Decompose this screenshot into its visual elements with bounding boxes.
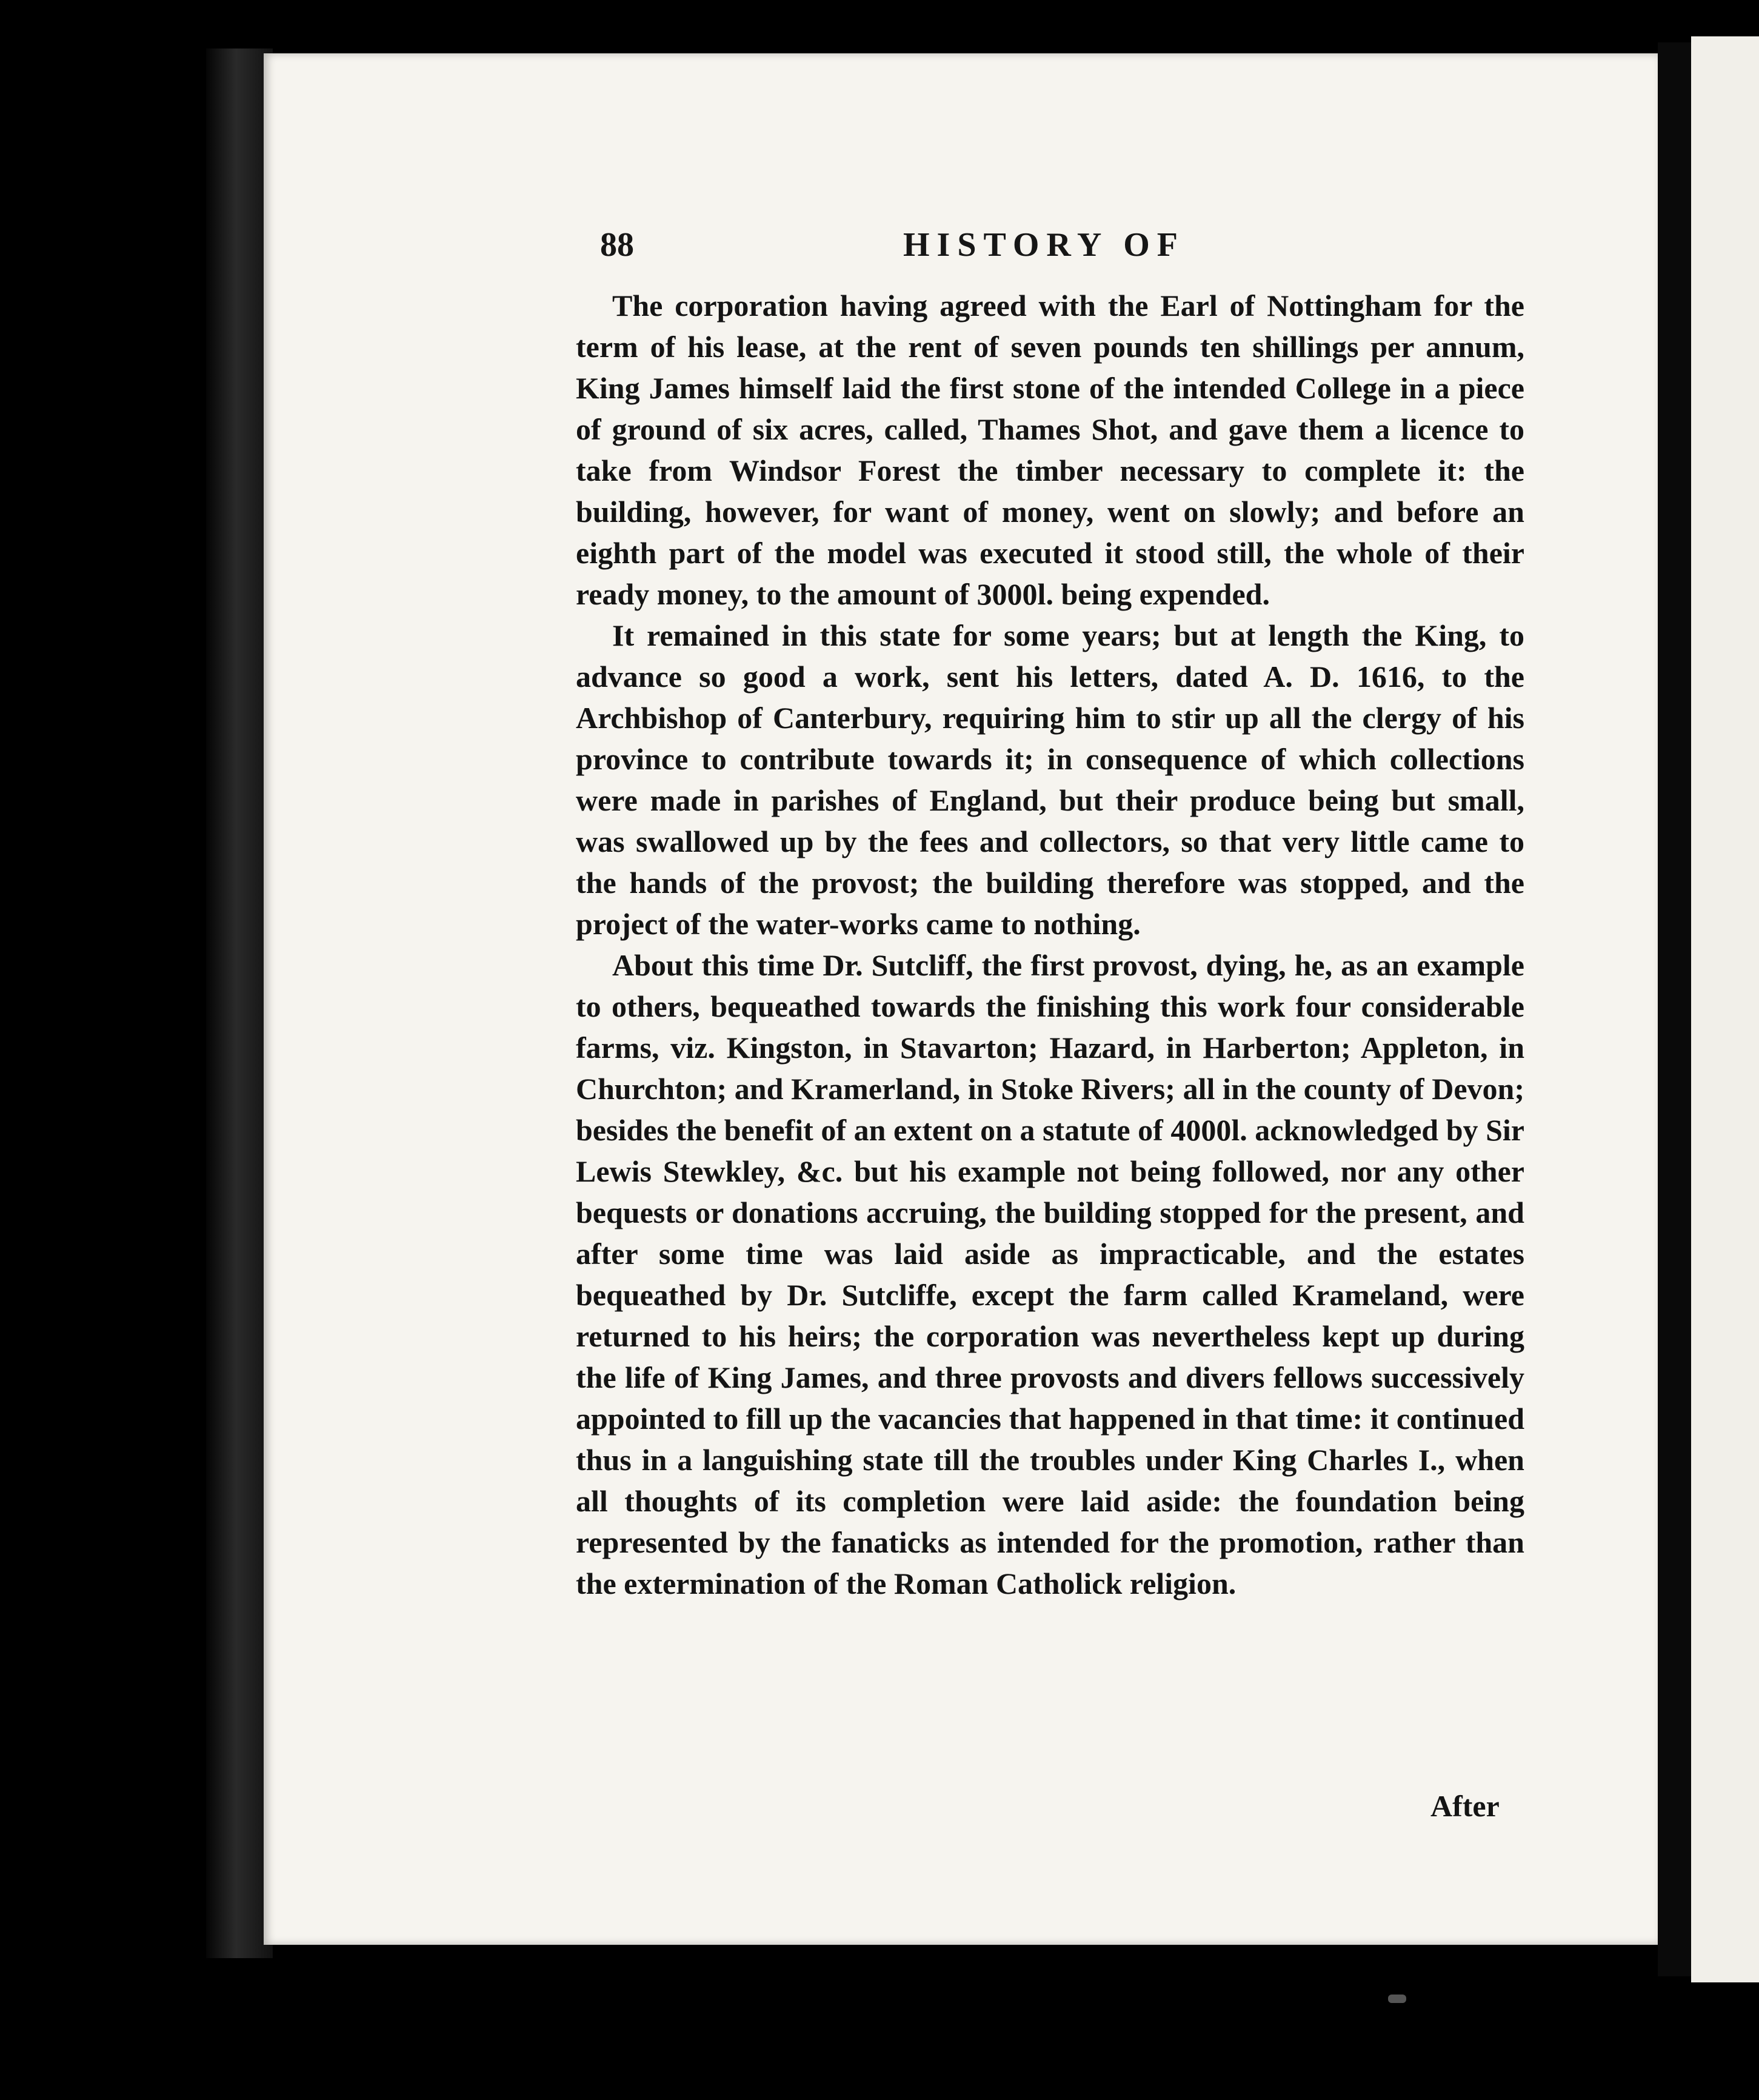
page-number: 88: [600, 226, 634, 264]
page-header: [600, 226, 1524, 268]
paragraph-1: The corporation having agreed with the Earl of Nottingham for the term of his lease, at the rent of seven pounds ten shillings per annum, King James himself laid the first stone of the intended College in a piece of ground of six acres, called, Thames Shot, and gave them a licence to take from Windsor Forest the timber necessary to complete it: the building, however, for want of money, went on slowly; and before an eighth part of the model was executed it stood still, the whole of their ready money, to the amount of 3000l. being expended.: [576, 289, 1524, 611]
facing-page-edge: [1691, 36, 1759, 1982]
gutter-shadow: [206, 48, 273, 1958]
catchword: After: [1430, 1789, 1500, 1823]
running-head: HISTORY OF: [903, 226, 1185, 264]
body-text: [576, 285, 1524, 1604]
page-spine: [1658, 42, 1691, 1976]
paragraph-2: It remained in this state for some years; but at length the King, to advance so good a work, sent his letters, dated A. D. 1616, to the Archbishop of Canterbury, requiring him to stir up all the clergy of his province to contribute towards it; in consequence of which collections were made in parishes of England, but their produce being but small, was swallowed up by the fees and collectors, so that very little came to the hands of the provost; the building therefore was stopped, and the project of the water-works came to nothing.: [576, 618, 1524, 941]
paragraph-3: About this time Dr. Sutcliff, the first provost, dying, he, as an example to others, bequeathed towards the finishing this work four considerable farms, viz. Kingston, in Stavarton; Hazard, in Harberton; Appleton, in Churchton; and Kramerland, in Stoke Rivers; all in the county of Devon; besides the benefit of an extent on a statute of 4000l. acknowledged by Sir Lewis Stewkley, &c. but his example not being followed, nor any other bequests or donations accruing, the building stopped for the present, and after some time was laid aside as impracticable, and the estates bequeathed by Dr. Sutcliffe, except the farm called Krameland, were returned to his heirs; the corporation was nevertheless kept up during the life of King James, and three provosts and divers fellows successively appointed to fill up the vacancies that happened in that time: it continued thus in a languishing state till the troubles under King Charles I., when all thoughts of its completion were laid aside: the foundation being represented by the fanaticks as intended for the promotion, rather than the extermination of the Roman Catholick religion.: [576, 948, 1524, 1600]
scan-speck: [1388, 1995, 1406, 2003]
